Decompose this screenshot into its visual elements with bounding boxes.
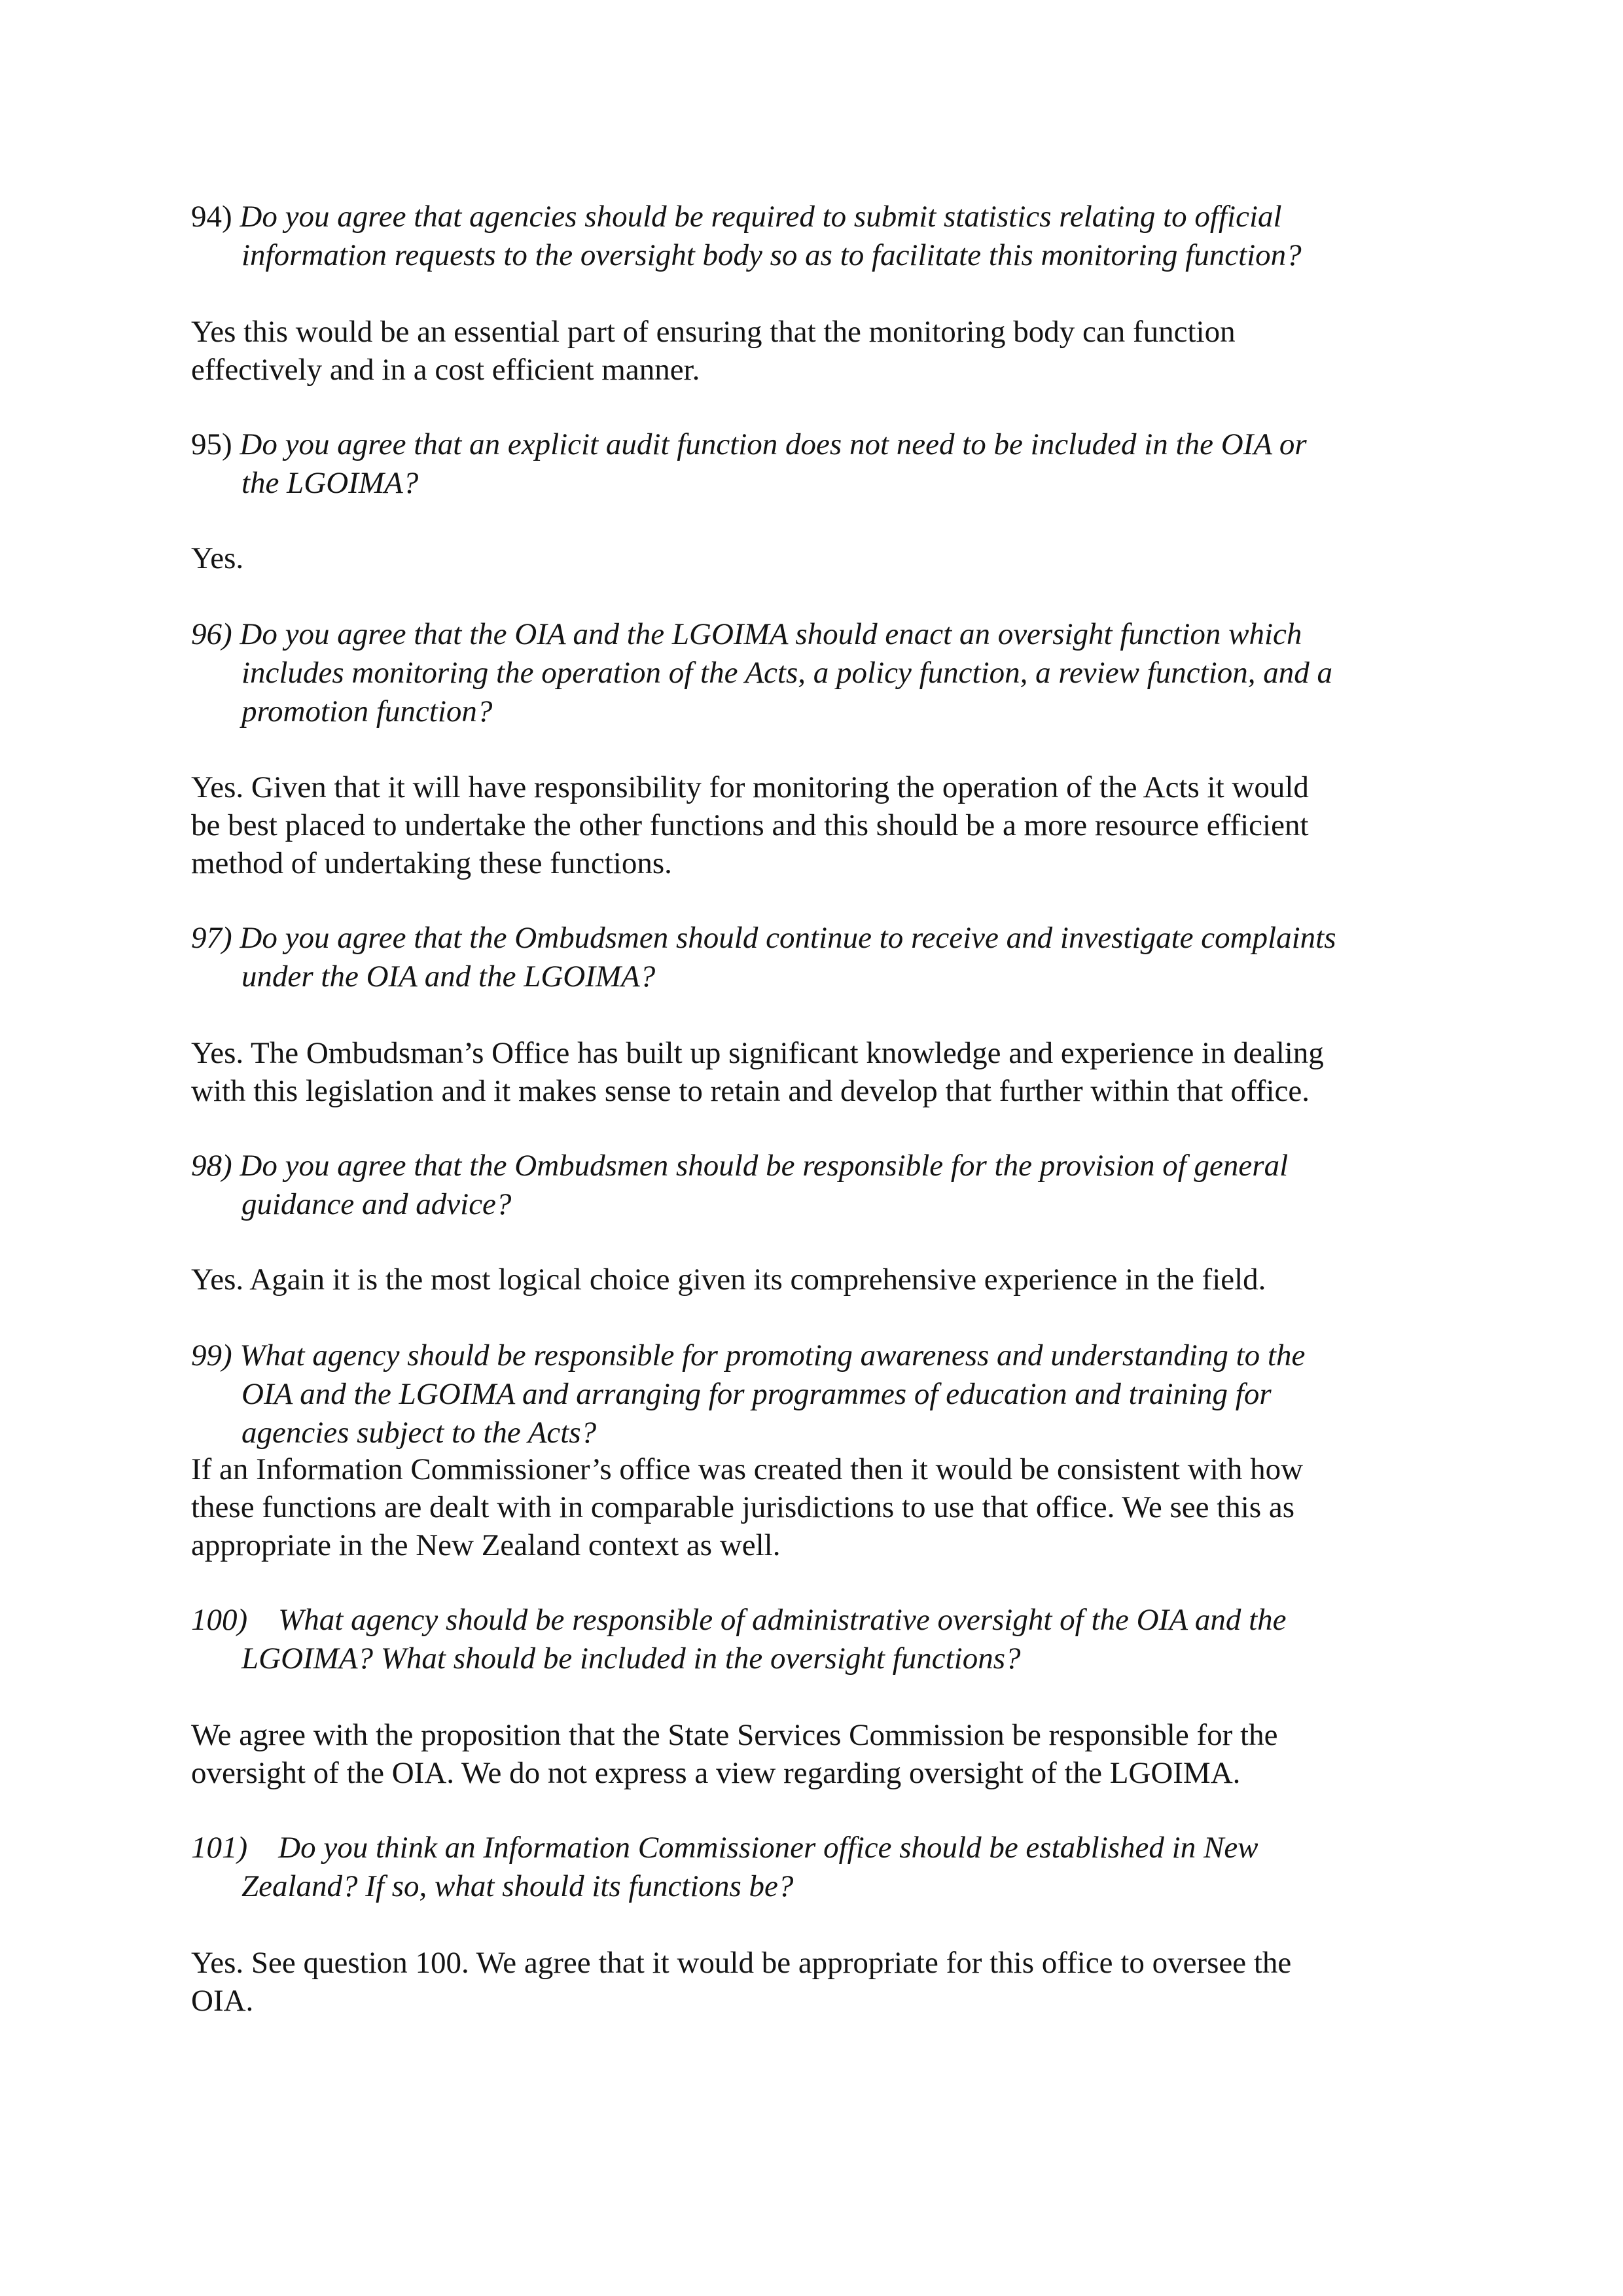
- question-text: information requests to the oversight body so as to facilitate this monitoring function?: [241, 238, 1302, 272]
- question-number: 100): [191, 1603, 248, 1637]
- answer-text: Yes. The Ombudsman’s Office has built up significant knowledge and experience in dealing: [191, 1036, 1324, 1070]
- question-text: OIA and the LGOIMA and arranging for programmes of education and training for: [241, 1377, 1272, 1411]
- question-text: Do you agree that the OIA and the LGOIMA should enact an oversight function which: [240, 617, 1302, 651]
- answer-text: If an Information Commissioner’s office was created then it would be consistent with how: [191, 1452, 1304, 1486]
- question-text: Do you agree that the Ombudsmen should be responsible for the provision of general: [240, 1149, 1289, 1183]
- question-number: 98): [191, 1149, 232, 1183]
- question-101: [191, 1829, 1474, 1906]
- question-number: 96): [191, 617, 232, 651]
- question-number: 97): [191, 921, 232, 955]
- question-99: [191, 1336, 1474, 1452]
- question-number: 94): [191, 200, 232, 234]
- question-text: includes monitoring the operation of the Acts, a policy function, a review function, and a: [241, 656, 1332, 690]
- question-text: under the OIA and the LGOIMA?: [241, 960, 656, 994]
- question-text: LGOIMA? What should be included in the oversight functions?: [241, 1641, 1021, 1676]
- answer-text: OIA.: [191, 1984, 254, 2018]
- question-text: Do you agree that the Ombudsmen should continue to receive and investigate complaints: [240, 921, 1336, 955]
- question-98: [191, 1147, 1474, 1224]
- answer-96: [191, 768, 1474, 882]
- answer-text: these functions are dealt with in comparable jurisdictions to use that office. We see this as: [191, 1490, 1295, 1524]
- answer-98: [191, 1261, 1474, 1299]
- answer-text: Yes.: [191, 541, 244, 575]
- question-text: promotion function?: [241, 694, 493, 728]
- question-96: [191, 615, 1474, 731]
- question-text: guidance and advice?: [241, 1187, 512, 1221]
- question-number: 101): [191, 1831, 248, 1865]
- answer-100: [191, 1716, 1474, 1792]
- question-97: [191, 919, 1474, 996]
- answer-text: We agree with the proposition that the State Services Commission be responsible for the: [191, 1718, 1278, 1752]
- question-number: 95): [191, 427, 232, 461]
- question-94: [191, 198, 1474, 275]
- question-text: agencies subject to the Acts?: [241, 1416, 597, 1450]
- question-95: [191, 425, 1474, 503]
- question-text: What agency should be responsible of administrative oversight of the OIA and the: [278, 1603, 1287, 1637]
- question-text: Do you think an Information Commissioner office should be established in New: [278, 1831, 1258, 1865]
- answer-97: [191, 1034, 1474, 1110]
- answer-95: [191, 539, 1474, 577]
- question-text: What agency should be responsible for promoting awareness and understanding to the: [240, 1338, 1306, 1372]
- answer-text: with this legislation and it makes sense to retain and develop that further within that office.: [191, 1074, 1310, 1108]
- answer-text: appropriate in the New Zealand context as well.: [191, 1528, 781, 1562]
- question-number: 99): [191, 1338, 232, 1372]
- question-100: [191, 1601, 1474, 1678]
- answer-text: Yes. Given that it will have responsibility for monitoring the operation of the Acts it would: [191, 770, 1309, 804]
- answer-text: effectively and in a cost efficient manner.: [191, 353, 700, 387]
- answer-text: Yes. Again it is the most logical choice given its comprehensive experience in the field.: [191, 1263, 1266, 1297]
- answer-94: [191, 313, 1474, 389]
- question-text: the LGOIMA?: [241, 466, 419, 500]
- answer-text: be best placed to undertake the other functions and this should be a more resource efficient: [191, 808, 1309, 842]
- question-text: Do you agree that an explicit audit function does not need to be included in the OIA or: [240, 427, 1307, 461]
- answer-text: method of undertaking these functions.: [191, 846, 672, 880]
- answer-text: Yes. See question 100. We agree that it would be appropriate for this office to oversee the: [191, 1946, 1292, 1980]
- answer-101: [191, 1944, 1474, 2020]
- answer-text: oversight of the OIA. We do not express a view regarding oversight of the LGOIMA.: [191, 1756, 1241, 1790]
- question-text: Zealand? If so, what should its functions be?: [241, 1869, 794, 1903]
- question-text: Do you agree that agencies should be required to submit statistics relating to official: [240, 200, 1282, 234]
- answer-text: Yes this would be an essential part of ensuring that the monitoring body can function: [191, 315, 1236, 349]
- answer-99: [191, 1450, 1474, 1564]
